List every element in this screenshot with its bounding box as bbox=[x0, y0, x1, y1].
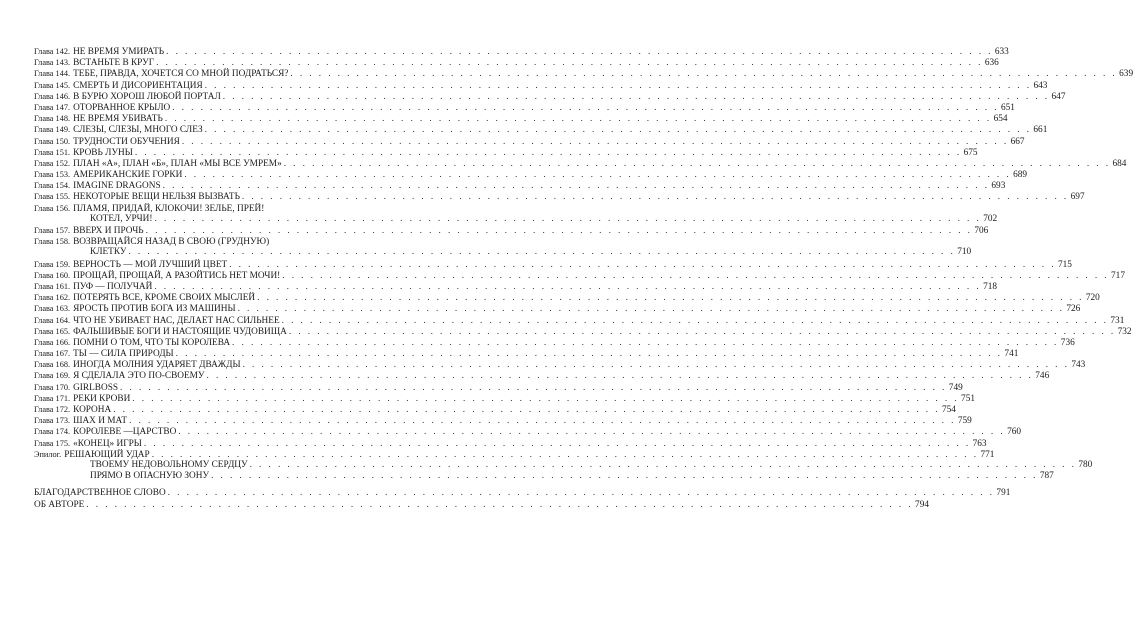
page-number: 771 bbox=[980, 449, 995, 460]
dot-leader bbox=[144, 439, 971, 450]
toc-entry bbox=[34, 158, 1127, 169]
chapter-title: ВОЗВРАЩАЙСЯ НАЗАД В СВОЮ (ГРУДНУЮ) bbox=[73, 237, 270, 248]
toc-entry bbox=[34, 57, 999, 69]
dot-leader bbox=[238, 304, 1065, 315]
page-number: 710 bbox=[957, 247, 972, 258]
page-number: 720 bbox=[1085, 293, 1100, 304]
chapter-title: IMAGINE DRAGONS bbox=[73, 181, 161, 192]
chapter-number: Глава 171. bbox=[34, 393, 71, 403]
chapter-number: Глава 165. bbox=[34, 326, 71, 336]
chapter-number: Глава 143. bbox=[34, 58, 71, 68]
page-number: 697 bbox=[1070, 192, 1085, 203]
chapter-title: АМЕРИКАНСКИЕ ГОРКИ bbox=[73, 170, 183, 181]
dot-leader bbox=[146, 226, 973, 237]
dot-leader bbox=[168, 488, 995, 499]
chapter-number: Глава 147. bbox=[34, 102, 71, 112]
dot-leader bbox=[289, 327, 1116, 338]
dot-leader bbox=[120, 383, 947, 394]
page-number: 667 bbox=[1010, 136, 1025, 147]
dot-leader bbox=[205, 125, 1032, 136]
dot-leader bbox=[242, 192, 1069, 203]
chapter-number: Глава 150. bbox=[34, 136, 71, 146]
chapter-number: Глава 172. bbox=[34, 405, 71, 414]
toc-entry bbox=[34, 147, 978, 158]
chapter-title: КОРОНА bbox=[73, 405, 112, 415]
chapter-number: Глава 160. bbox=[34, 270, 71, 280]
toc-entry bbox=[34, 459, 1093, 471]
chapter-number: Глава 169. bbox=[34, 371, 71, 381]
toc-entry bbox=[34, 191, 1085, 203]
page-number: 717 bbox=[1111, 270, 1125, 281]
chapter-title: КРОВЬ ЛУНЫ bbox=[73, 147, 133, 158]
chapter-title: НЕКОТОРЫЕ ВЕЩИ НЕЛЬЗЯ ВЫЗВАТЬ bbox=[73, 192, 240, 203]
table-of-contents bbox=[34, 46, 1133, 511]
toc-entry bbox=[34, 169, 1028, 181]
chapter-title: В БУРЮ ХОРОШ ЛЮБОЙ ПОРТАЛ bbox=[73, 91, 221, 102]
page-number: 760 bbox=[1007, 427, 1022, 438]
chapter-number: Глава 158. bbox=[34, 237, 71, 247]
chapter-title: GIRLBOSS bbox=[73, 382, 119, 393]
page-number: 780 bbox=[1078, 459, 1093, 470]
toc-entry-label bbox=[90, 214, 152, 225]
toc-entry bbox=[34, 393, 975, 404]
chapter-title: ПЛАМЯ, ПРИДАЙ, КЛОКОЧИ! ЗЕЛЬЕ, ПРЕЙ! bbox=[73, 203, 265, 214]
page-number: 693 bbox=[991, 181, 1006, 192]
page-number: 675 bbox=[963, 147, 978, 158]
toc-entry bbox=[34, 488, 1011, 499]
dot-leader bbox=[165, 114, 992, 125]
dot-leader bbox=[178, 427, 1005, 438]
page-number: 718 bbox=[983, 281, 998, 292]
dot-leader bbox=[113, 405, 940, 416]
chapter-title: ТЕБЕ, ПРАВДА, ХОЧЕТСЯ СО МНОЙ ПОДРАТЬСЯ? bbox=[73, 69, 289, 80]
chapter-title: НЕ ВРЕМЯ УМИРАТЬ bbox=[73, 47, 165, 57]
chapter-number: Глава 159. bbox=[34, 259, 71, 269]
chapter-title: ВЕРНОСТЬ — МОЙ ЛУЧШИЙ ЦВЕТ bbox=[73, 259, 228, 270]
toc-entry bbox=[34, 426, 1022, 438]
toc-entry-label bbox=[90, 247, 126, 258]
chapter-number: Глава 174. bbox=[34, 427, 71, 437]
chapter-title: КЛЕТКУ bbox=[90, 247, 127, 258]
toc-entry bbox=[34, 113, 1008, 125]
chapter-title: ЧТО НЕ УБИВАЕТ НАС, ДЕЛАЕТ НАС СИЛЬНЕЕ bbox=[73, 315, 280, 326]
toc-entry bbox=[34, 348, 1019, 360]
toc-entry bbox=[34, 136, 1025, 147]
page-number: 741 bbox=[1004, 349, 1019, 360]
dot-leader bbox=[154, 214, 981, 225]
toc-entry bbox=[34, 315, 1125, 326]
toc-entry bbox=[34, 68, 1133, 80]
toc-entry bbox=[34, 236, 370, 247]
chapter-number: Глава 162. bbox=[34, 293, 71, 303]
toc-entry bbox=[34, 247, 972, 258]
dot-leader bbox=[232, 338, 1059, 349]
chapter-title: ШАХ И МАТ bbox=[73, 416, 128, 427]
chapter-title: БЛАГОДАРСТВЕННОЕ СЛОВО bbox=[34, 488, 166, 499]
chapter-title: ТЫ — СИЛА ПРИРОДЫ bbox=[73, 349, 174, 360]
toc-entry bbox=[34, 382, 963, 393]
chapter-number: Глава 170. bbox=[34, 382, 71, 392]
chapter-title: ПРОЩАЙ, ПРОЩАЙ, А РАЗОЙТИСЬ НЕТ МОЧИ! bbox=[73, 270, 281, 281]
toc-entry bbox=[34, 449, 995, 460]
page-number: 754 bbox=[941, 405, 956, 415]
toc-entry bbox=[34, 225, 989, 236]
page-number: 654 bbox=[993, 114, 1008, 125]
dot-leader bbox=[128, 247, 955, 258]
chapter-title: ТВОЕМУ НЕДОВОЛЬНОМУ СЕРДЦУ bbox=[90, 459, 248, 470]
dot-leader bbox=[282, 271, 1109, 282]
chapter-title: ВВЕРХ И ПРОЧЬ bbox=[73, 226, 144, 236]
chapter-number: Глава 142. bbox=[34, 47, 71, 56]
page-number: 661 bbox=[1033, 125, 1048, 136]
chapter-title: РЕКИ КРОВИ bbox=[73, 393, 131, 404]
page-number: 639 bbox=[1119, 69, 1133, 80]
toc-entry bbox=[34, 80, 1048, 91]
chapter-number: Глава 175. bbox=[34, 438, 71, 448]
chapter-number: Глава 145. bbox=[34, 80, 71, 90]
toc-entry bbox=[34, 471, 1054, 482]
page-number: 689 bbox=[1013, 170, 1028, 181]
chapter-title: СЛЕЗЫ, СЛЕЗЫ, МНОГО СЛЕЗ bbox=[73, 125, 203, 136]
page-number: 636 bbox=[984, 58, 999, 69]
page-number: 647 bbox=[1051, 91, 1066, 102]
dot-leader bbox=[132, 394, 959, 405]
page-number: 743 bbox=[1071, 360, 1086, 371]
chapter-number: Глава 149. bbox=[34, 125, 71, 135]
page-number: 651 bbox=[1000, 102, 1015, 113]
toc-entry bbox=[34, 359, 1086, 371]
chapter-title: ОТОРВАННОЕ КРЫЛО bbox=[73, 102, 171, 113]
toc-entry bbox=[34, 292, 1100, 304]
toc-entry-label bbox=[34, 488, 166, 499]
dot-leader bbox=[290, 69, 1117, 80]
chapter-title: КОРОЛЕВЕ —ЦАРСТВО bbox=[73, 427, 177, 438]
dot-leader bbox=[243, 360, 1070, 371]
chapter-number: Глава 166. bbox=[34, 337, 71, 347]
toc-entry bbox=[34, 438, 987, 449]
dot-leader bbox=[184, 170, 1011, 181]
toc-entry bbox=[34, 46, 1009, 57]
chapter-title: ПУФ — ПОЛУЧАЙ bbox=[73, 281, 153, 292]
dot-leader bbox=[211, 471, 1038, 482]
toc-entry bbox=[34, 91, 1066, 102]
toc-entry bbox=[34, 124, 1048, 136]
toc-entry bbox=[34, 180, 1006, 192]
dot-leader bbox=[250, 460, 1077, 471]
page-number: 749 bbox=[948, 382, 963, 393]
toc-entry bbox=[34, 203, 370, 214]
toc-entry bbox=[34, 415, 972, 427]
toc-entry-label bbox=[90, 460, 248, 471]
chapter-number: Глава 173. bbox=[34, 416, 71, 426]
chapter-title: ПОТЕРЯТЬ ВСЕ, КРОМЕ СВОИХ МЫСЛЕЙ bbox=[73, 293, 256, 304]
chapter-title: ПРЯМО В ОПАСНУЮ ЗОНУ bbox=[90, 471, 210, 482]
page-number: 787 bbox=[1039, 471, 1054, 482]
toc-entry-label bbox=[34, 500, 84, 511]
toc-entry bbox=[34, 326, 1132, 337]
dot-leader bbox=[166, 47, 993, 58]
chapter-number: Глава 144. bbox=[34, 69, 71, 79]
toc-entry bbox=[34, 270, 1125, 281]
chapter-title: НЕ ВРЕМЯ УБИВАТЬ bbox=[73, 114, 163, 125]
chapter-number: Глава 161. bbox=[34, 281, 71, 291]
chapter-number: Глава 163. bbox=[34, 304, 71, 314]
chapter-title: «КОНЕЦ» ИГРЫ bbox=[73, 438, 142, 449]
chapter-title: СМЕРТЬ И ДИСОРИЕНТАЦИЯ bbox=[73, 80, 203, 91]
page-number: 643 bbox=[1033, 80, 1048, 91]
chapter-title: Я СДЕЛАЛА ЭТО ПО-СВОЕМУ bbox=[73, 371, 205, 382]
chapter-number: Глава 168. bbox=[34, 360, 71, 370]
page-number: 715 bbox=[1057, 259, 1072, 270]
dot-leader bbox=[282, 316, 1109, 327]
chapter-number: Глава 148. bbox=[34, 114, 71, 124]
chapter-title: ЯРОСТЬ ПРОТИВ БОГА ИЗ МАШИНЫ bbox=[73, 304, 236, 315]
toc-entry bbox=[34, 303, 1081, 315]
toc-entry bbox=[34, 281, 998, 292]
dot-leader bbox=[129, 416, 956, 427]
dot-leader bbox=[182, 137, 1009, 148]
dot-leader bbox=[154, 282, 981, 293]
dot-leader bbox=[176, 349, 1003, 360]
chapter-title: РЕШАЮЩИЙ УДАР bbox=[64, 449, 150, 460]
dot-leader bbox=[86, 500, 913, 511]
toc-entry bbox=[34, 102, 1015, 113]
page-number: 684 bbox=[1112, 158, 1127, 169]
page-number: 702 bbox=[983, 213, 998, 224]
dot-leader bbox=[223, 92, 1050, 103]
dot-leader bbox=[229, 260, 1056, 271]
chapter-title: ВСТАНЬТЕ В КРУГ bbox=[73, 58, 155, 69]
chapter-number: Глава 152. bbox=[34, 158, 71, 168]
chapter-title: ПОМНИ О ТОМ, ЧТО ТЫ КОРОЛЕВА bbox=[73, 337, 231, 348]
page-number: 706 bbox=[974, 226, 989, 236]
page-number: 751 bbox=[961, 393, 975, 404]
dot-leader bbox=[207, 371, 1034, 382]
page-number: 763 bbox=[972, 438, 987, 449]
dot-leader bbox=[163, 181, 990, 192]
page-number: 736 bbox=[1060, 337, 1075, 348]
page-number: 791 bbox=[996, 488, 1011, 499]
chapter-number: Глава 146. bbox=[34, 91, 71, 101]
chapter-title: ПЛАН «А», ПЛАН «Б», ПЛАН «МЫ ВСЕ УМРЕМ» bbox=[73, 158, 282, 169]
page-number: 732 bbox=[1117, 326, 1132, 337]
toc-entry bbox=[34, 213, 998, 225]
toc-entry bbox=[34, 259, 1072, 270]
chapter-number: Глава 153. bbox=[34, 170, 71, 180]
chapter-title: ТРУДНОСТИ ОБУЧЕНИЯ bbox=[73, 136, 180, 147]
toc-entry bbox=[34, 404, 956, 415]
page-number: 759 bbox=[957, 416, 972, 427]
page-number: 794 bbox=[915, 499, 929, 510]
chapter-number: Глава 156. bbox=[34, 203, 71, 213]
page-number: 633 bbox=[994, 47, 1009, 57]
dot-leader bbox=[172, 103, 999, 114]
toc-entry bbox=[34, 370, 1050, 382]
page-number: 746 bbox=[1035, 371, 1050, 382]
toc-entry bbox=[34, 337, 1075, 348]
chapter-title: ИНОГДА МОЛНИЯ УДАРЯЕТ ДВАЖДЫ bbox=[73, 360, 241, 371]
toc-entry-label bbox=[90, 471, 209, 482]
toc-entry bbox=[34, 499, 929, 511]
chapter-title: КОТЕЛ, УРЧИ! bbox=[90, 213, 153, 224]
page-number: 731 bbox=[1110, 315, 1125, 326]
chapter-title: ФАЛЬШИВЫЕ БОГИ И НАСТОЯЩИЕ ЧУДОВИЩА bbox=[73, 326, 287, 337]
chapter-number: Глава 151. bbox=[34, 147, 71, 157]
chapter-number: Глава 154. bbox=[34, 181, 71, 191]
dot-leader bbox=[257, 293, 1084, 304]
dot-leader bbox=[205, 81, 1032, 92]
chapter-number: Глава 164. bbox=[34, 315, 71, 325]
chapter-title: ОБ АВТОРЕ bbox=[34, 499, 85, 510]
dot-leader bbox=[284, 159, 1111, 170]
chapter-number: Глава 157. bbox=[34, 226, 71, 235]
chapter-number: Глава 155. bbox=[34, 192, 71, 202]
page-number: 726 bbox=[1066, 304, 1081, 315]
chapter-number: Глава 167. bbox=[34, 349, 71, 359]
chapter-number: Эпилог. bbox=[34, 449, 62, 459]
